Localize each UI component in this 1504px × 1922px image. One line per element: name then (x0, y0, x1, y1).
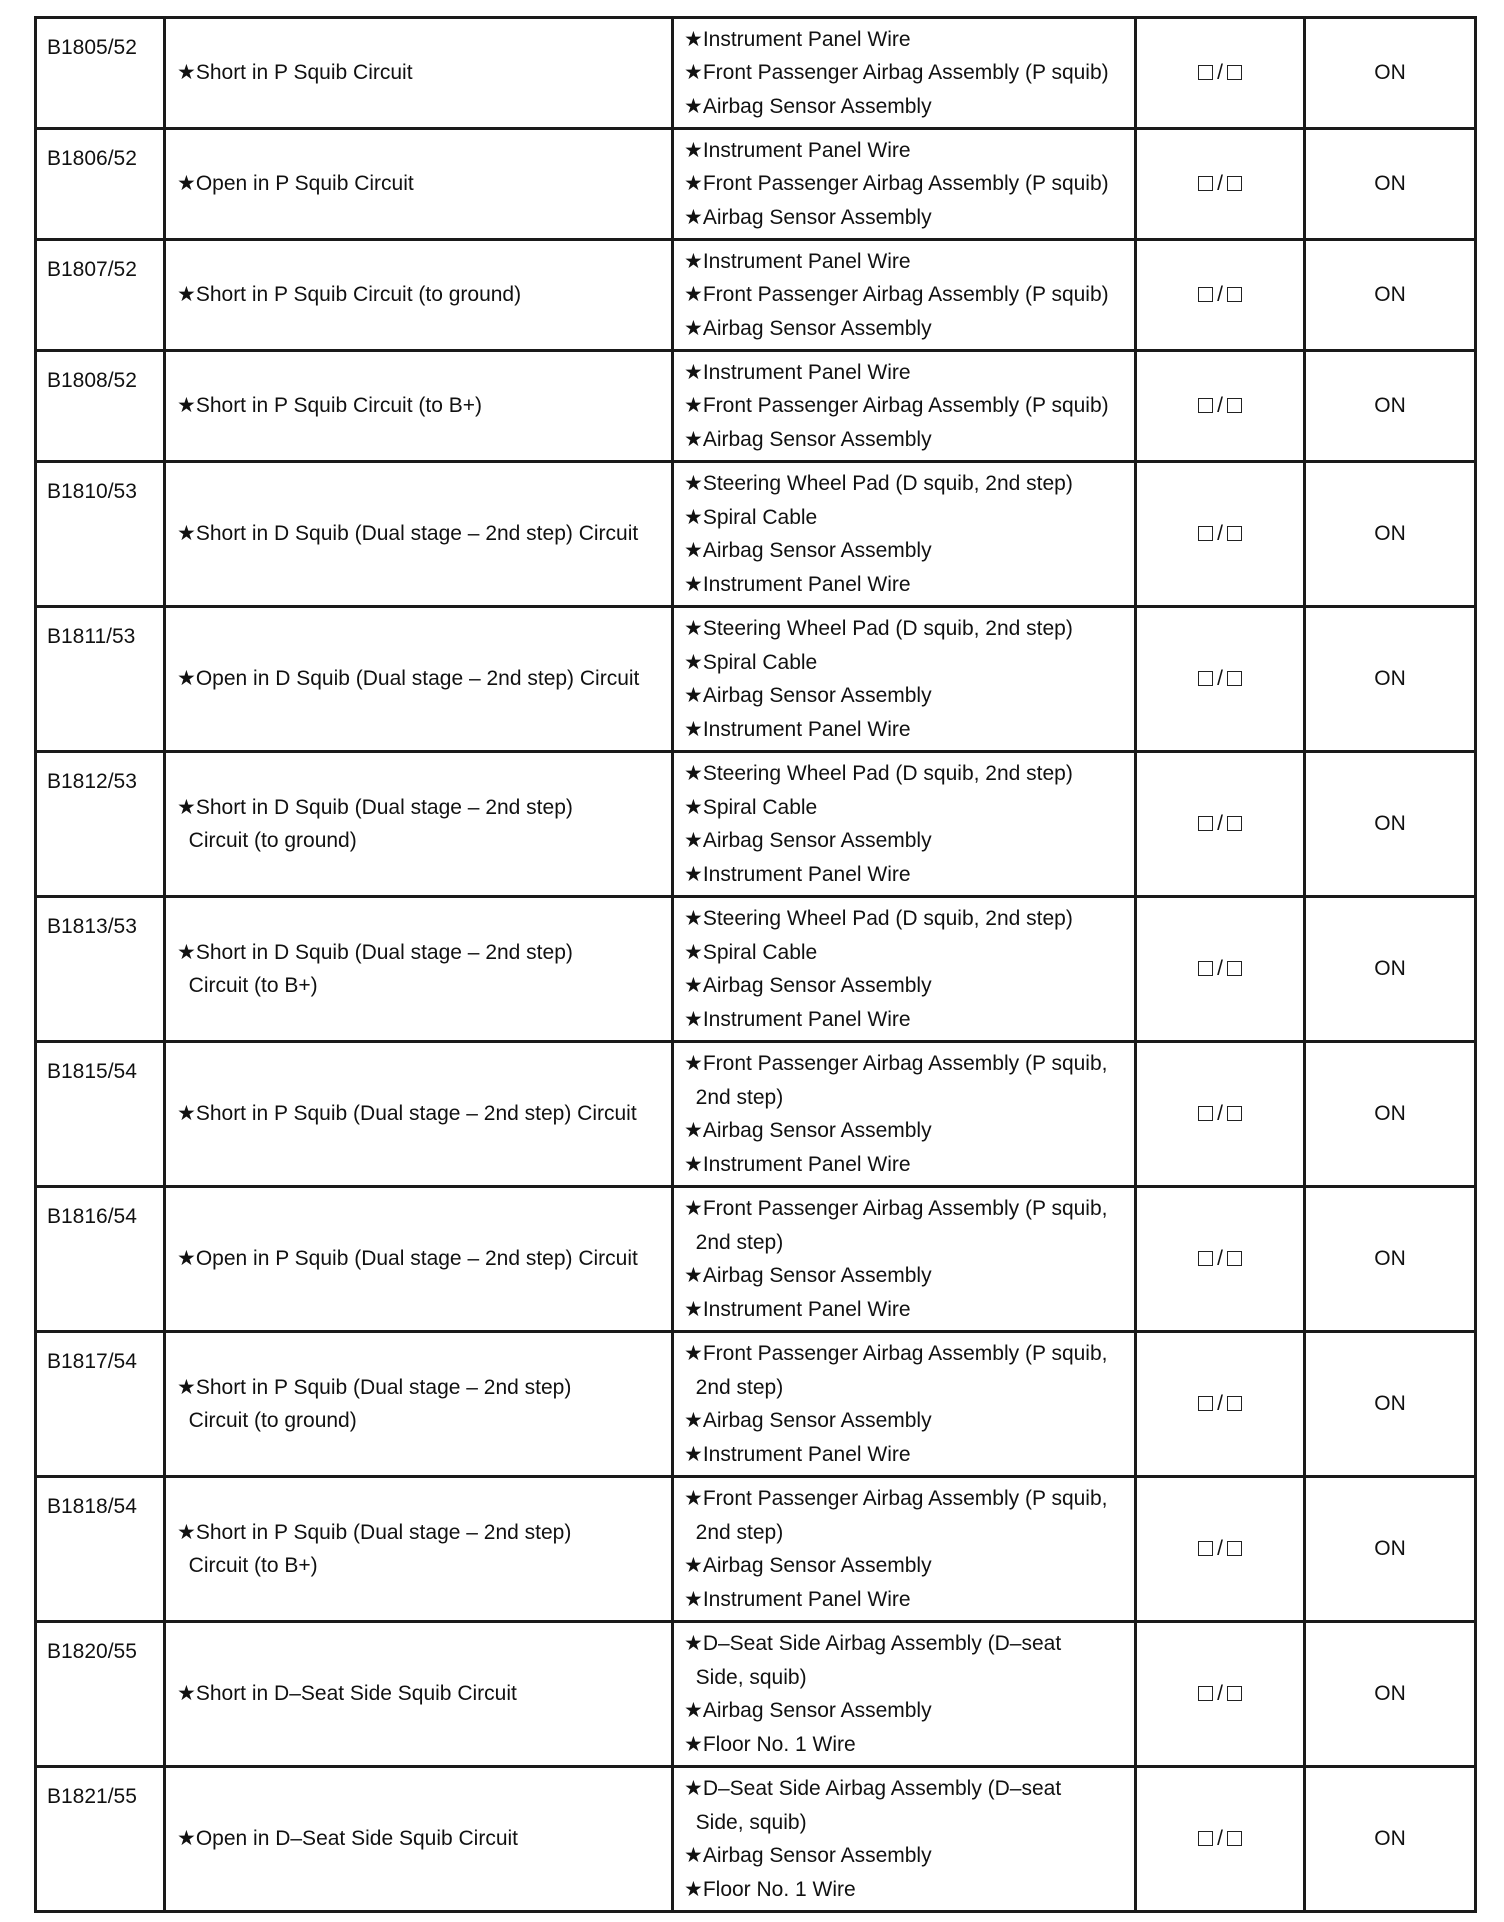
trouble-area-line: ★Front Passenger Airbag Assembly (P squib) (684, 283, 1109, 307)
checkbox-square-icon (1227, 176, 1242, 191)
warning-light-status: ON (1374, 1682, 1406, 1706)
memory-separator: / (1217, 394, 1223, 418)
checkbox-square-icon (1227, 287, 1242, 302)
checkbox-square-icon (1198, 398, 1213, 413)
memory-separator: / (1217, 1537, 1223, 1561)
trouble-area-line: Side, squib) (684, 1810, 807, 1834)
trouble-area-line: ★Airbag Sensor Assembly (684, 427, 932, 451)
detection-item-line: ★Short in P Squib (Dual stage – 2nd step) (177, 1375, 572, 1399)
dtc-code-cell (36, 1767, 165, 1912)
table-row (36, 1477, 1476, 1622)
trouble-area-cell (673, 1477, 1136, 1622)
trouble-area-line: ★Airbag Sensor Assembly (684, 974, 932, 997)
trouble-area-line: ★Airbag Sensor Assembly (684, 829, 932, 852)
table-row (36, 752, 1476, 897)
checkbox-square-icon (1227, 1686, 1242, 1701)
warning-light-cell (1305, 1332, 1476, 1477)
memory-separator: / (1217, 283, 1223, 307)
trouble-area-line: ★Steering Wheel Pad (D squib, 2nd step) (684, 907, 1073, 930)
detection-item-cell (165, 1477, 673, 1622)
dtc-code: B1815/54 (47, 1060, 137, 1083)
table-row (36, 18, 1476, 129)
trouble-area-line: ★Spiral Cable (684, 650, 818, 674)
trouble-area-cell (673, 1622, 1136, 1767)
trouble-area-line: ★Instrument Panel Wire (684, 138, 911, 162)
warning-light-status: ON (1374, 667, 1406, 691)
checkbox-square-icon (1227, 1396, 1242, 1411)
trouble-area-cell (673, 240, 1136, 351)
trouble-area-line: ★Steering Wheel Pad (D squib, 2nd step) (684, 617, 1073, 640)
dtc-code-cell (36, 897, 165, 1042)
detection-item-cell (165, 18, 673, 129)
dtc-code: B1812/53 (47, 770, 137, 793)
memory-cell (1136, 1042, 1305, 1187)
trouble-area-line: ★Instrument Panel Wire (684, 1007, 911, 1031)
warning-light-cell (1305, 1477, 1476, 1622)
warning-light-cell (1305, 129, 1476, 240)
dtc-code-cell (36, 1332, 165, 1477)
warning-light-cell (1305, 462, 1476, 607)
trouble-area-line: ★Instrument Panel Wire (684, 1587, 911, 1611)
trouble-area-line: ★Steering Wheel Pad (D squib, 2nd step) (684, 762, 1073, 785)
checkbox-square-icon (1198, 1396, 1213, 1411)
detection-item-cell (165, 1332, 673, 1477)
trouble-area-line: ★Airbag Sensor Assembly (684, 1554, 932, 1577)
dtc-code-cell (36, 129, 165, 240)
checkbox-square-icon (1227, 961, 1242, 976)
trouble-area-cell (673, 1332, 1136, 1477)
dtc-code: B1810/53 (47, 480, 137, 503)
checkbox-square-icon (1198, 1831, 1213, 1846)
trouble-area-line: ★Instrument Panel Wire (684, 27, 911, 51)
dtc-code: B1820/55 (47, 1640, 137, 1663)
checkbox-square-icon (1198, 526, 1213, 541)
warning-light-status: ON (1374, 1537, 1406, 1561)
dtc-code: B1805/52 (47, 36, 137, 59)
dtc-code: B1806/52 (47, 147, 137, 170)
warning-light-cell (1305, 607, 1476, 752)
detection-item-line: ★Open in D–Seat Side Squib Circuit (177, 1827, 519, 1851)
trouble-area-cell (673, 129, 1136, 240)
detection-item-cell (165, 1622, 673, 1767)
dtc-code-cell (36, 607, 165, 752)
trouble-area-cell (673, 1187, 1136, 1332)
detection-item-line: ★Short in D Squib (Dual stage – 2nd step) (177, 940, 573, 964)
checkbox-square-icon (1227, 1541, 1242, 1556)
trouble-area-line: 2nd step) (684, 1085, 784, 1109)
detection-item-line: Circuit (to ground) (177, 829, 357, 852)
memory-separator: / (1217, 667, 1223, 691)
checkbox-square-icon (1198, 671, 1213, 686)
memory-cell (1136, 129, 1305, 240)
dtc-table (34, 16, 1477, 1913)
dtc-code-cell (36, 18, 165, 129)
warning-light-status: ON (1374, 172, 1406, 196)
detection-item-line: ★Short in P Squib Circuit (to ground) (177, 283, 522, 307)
trouble-area-line: ★D–Seat Side Airbag Assembly (D–seat (684, 1632, 1062, 1655)
memory-cell (1136, 351, 1305, 462)
table-row (36, 1332, 1476, 1477)
table-row (36, 1042, 1476, 1187)
trouble-area-line: ★Airbag Sensor Assembly (684, 205, 932, 229)
warning-light-status: ON (1374, 1247, 1406, 1271)
warning-light-cell (1305, 1767, 1476, 1912)
dtc-code-cell (36, 1042, 165, 1187)
dtc-code: B1817/54 (47, 1350, 137, 1373)
table-row (36, 897, 1476, 1042)
trouble-area-line: ★Airbag Sensor Assembly (684, 316, 932, 340)
checkbox-square-icon (1198, 1541, 1213, 1556)
memory-cell (1136, 1767, 1305, 1912)
dtc-code-cell (36, 1187, 165, 1332)
table-row (36, 1187, 1476, 1332)
detection-item-line: ★Open in P Squib (Dual stage – 2nd step) Circuit (177, 1247, 638, 1271)
table-row (36, 1622, 1476, 1767)
detection-item-line: ★Short in D Squib (Dual stage – 2nd step) (177, 795, 573, 819)
warning-light-status: ON (1374, 1102, 1406, 1126)
memory-cell (1136, 18, 1305, 129)
dtc-code-cell (36, 752, 165, 897)
trouble-area-cell (673, 1042, 1136, 1187)
memory-separator: / (1217, 522, 1223, 546)
memory-cell (1136, 897, 1305, 1042)
detection-item-cell (165, 607, 673, 752)
checkbox-square-icon (1198, 1251, 1213, 1266)
memory-cell (1136, 752, 1305, 897)
warning-light-status: ON (1374, 1827, 1406, 1851)
checkbox-square-icon (1198, 1106, 1213, 1121)
memory-cell (1136, 462, 1305, 607)
trouble-area-line: ★D–Seat Side Airbag Assembly (D–seat (684, 1777, 1062, 1800)
table-row (36, 1767, 1476, 1912)
dtc-code-cell (36, 1622, 165, 1767)
trouble-area-line: ★Airbag Sensor Assembly (684, 1119, 932, 1142)
trouble-area-line: ★Spiral Cable (684, 505, 818, 529)
checkbox-square-icon (1227, 398, 1242, 413)
trouble-area-line: ★Airbag Sensor Assembly (684, 1264, 932, 1287)
detection-item-line: ★Open in P Squib Circuit (177, 172, 414, 196)
dtc-code-cell (36, 1477, 165, 1622)
detection-item-line: ★Open in D Squib (Dual stage – 2nd step) Circuit (177, 667, 640, 691)
detection-item-line: ★Short in P Squib (Dual stage – 2nd step) Circuit (177, 1102, 637, 1126)
memory-separator: / (1217, 1247, 1223, 1271)
detection-item-cell (165, 129, 673, 240)
detection-item-line: Circuit (to B+) (177, 974, 318, 997)
memory-separator: / (1217, 1102, 1223, 1126)
memory-cell (1136, 1477, 1305, 1622)
memory-separator: / (1217, 1392, 1223, 1416)
checkbox-square-icon (1227, 816, 1242, 831)
detection-item-cell (165, 1767, 673, 1912)
detection-item-cell (165, 1187, 673, 1332)
warning-light-cell (1305, 351, 1476, 462)
warning-light-status: ON (1374, 61, 1406, 85)
warning-light-status: ON (1374, 394, 1406, 418)
dtc-code: B1808/52 (47, 369, 137, 392)
trouble-area-line: ★Instrument Panel Wire (684, 717, 911, 741)
trouble-area-line: Side, squib) (684, 1665, 807, 1689)
trouble-area-line: ★Airbag Sensor Assembly (684, 1844, 932, 1867)
memory-cell (1136, 1622, 1305, 1767)
memory-cell (1136, 240, 1305, 351)
warning-light-cell (1305, 897, 1476, 1042)
checkbox-square-icon (1198, 816, 1213, 831)
trouble-area-line: 2nd step) (684, 1520, 784, 1544)
detection-item-cell (165, 1042, 673, 1187)
warning-light-cell (1305, 1187, 1476, 1332)
memory-separator: / (1217, 172, 1223, 196)
detection-item-cell (165, 462, 673, 607)
memory-separator: / (1217, 1682, 1223, 1706)
trouble-area-line: ★Instrument Panel Wire (684, 1152, 911, 1176)
trouble-area-line: ★Instrument Panel Wire (684, 1442, 911, 1466)
dtc-code-cell (36, 351, 165, 462)
warning-light-status: ON (1374, 812, 1406, 836)
dtc-table-body (36, 18, 1476, 1912)
trouble-area-line: ★Front Passenger Airbag Assembly (P squib, (684, 1487, 1108, 1510)
detection-item-line: Circuit (to B+) (177, 1554, 318, 1577)
dtc-code: B1821/55 (47, 1785, 137, 1808)
warning-light-cell (1305, 18, 1476, 129)
dtc-code: B1811/53 (47, 625, 136, 648)
warning-light-cell (1305, 1042, 1476, 1187)
trouble-area-line: ★Instrument Panel Wire (684, 862, 911, 886)
trouble-area-line: ★Spiral Cable (684, 940, 818, 964)
trouble-area-line: ★Instrument Panel Wire (684, 1297, 911, 1321)
trouble-area-line: ★Instrument Panel Wire (684, 360, 911, 384)
trouble-area-line: 2nd step) (684, 1375, 784, 1399)
dtc-code-cell (36, 240, 165, 351)
checkbox-square-icon (1198, 287, 1213, 302)
memory-separator: / (1217, 812, 1223, 836)
trouble-area-line: ★Airbag Sensor Assembly (684, 94, 932, 118)
detection-item-cell (165, 897, 673, 1042)
trouble-area-cell (673, 607, 1136, 752)
trouble-area-line: ★Instrument Panel Wire (684, 249, 911, 273)
checkbox-square-icon (1227, 1251, 1242, 1266)
trouble-area-line: 2nd step) (684, 1230, 784, 1254)
trouble-area-line: ★Airbag Sensor Assembly (684, 684, 932, 707)
trouble-area-line: ★Front Passenger Airbag Assembly (P squib, (684, 1342, 1108, 1365)
memory-cell (1136, 607, 1305, 752)
detection-item-cell (165, 351, 673, 462)
detection-item-cell (165, 752, 673, 897)
trouble-area-line: ★Front Passenger Airbag Assembly (P squib) (684, 172, 1109, 196)
dtc-code: B1818/54 (47, 1495, 137, 1518)
warning-light-status: ON (1374, 1392, 1406, 1416)
detection-item-line: ★Short in P Squib Circuit (177, 61, 413, 85)
table-row (36, 607, 1476, 752)
detection-item-line: ★Short in P Squib (Dual stage – 2nd step) (177, 1520, 572, 1544)
warning-light-status: ON (1374, 283, 1406, 307)
dtc-code-cell (36, 462, 165, 607)
trouble-area-cell (673, 351, 1136, 462)
detection-item-line: Circuit (to ground) (177, 1409, 357, 1432)
warning-light-cell (1305, 240, 1476, 351)
trouble-area-cell (673, 18, 1136, 129)
trouble-area-line: ★Floor No. 1 Wire (684, 1732, 856, 1756)
checkbox-square-icon (1227, 1106, 1242, 1121)
memory-separator: / (1217, 61, 1223, 85)
detection-item-line: ★Short in P Squib Circuit (to B+) (177, 394, 482, 418)
checkbox-square-icon (1227, 65, 1242, 80)
trouble-area-line: ★Airbag Sensor Assembly (684, 1409, 932, 1432)
checkbox-square-icon (1198, 1686, 1213, 1701)
trouble-area-line: ★Spiral Cable (684, 795, 818, 819)
dtc-code: B1813/53 (47, 915, 137, 938)
detection-item-line: ★Short in D Squib (Dual stage – 2nd step) Circuit (177, 522, 639, 546)
trouble-area-line: ★Airbag Sensor Assembly (684, 1699, 932, 1722)
checkbox-square-icon (1198, 65, 1213, 80)
detection-item-cell (165, 240, 673, 351)
warning-light-cell (1305, 1622, 1476, 1767)
trouble-area-cell (673, 462, 1136, 607)
checkbox-square-icon (1198, 176, 1213, 191)
detection-item-line: ★Short in D–Seat Side Squib Circuit (177, 1682, 517, 1706)
warning-light-status: ON (1374, 522, 1406, 546)
trouble-area-cell (673, 752, 1136, 897)
table-row (36, 462, 1476, 607)
trouble-area-cell (673, 897, 1136, 1042)
checkbox-square-icon (1227, 1831, 1242, 1846)
trouble-area-cell (673, 1767, 1136, 1912)
memory-cell (1136, 1332, 1305, 1477)
checkbox-square-icon (1227, 671, 1242, 686)
checkbox-square-icon (1198, 961, 1213, 976)
memory-cell (1136, 1187, 1305, 1332)
trouble-area-line: ★Steering Wheel Pad (D squib, 2nd step) (684, 472, 1073, 495)
trouble-area-line: ★Front Passenger Airbag Assembly (P squib, (684, 1197, 1108, 1220)
trouble-area-line: ★Front Passenger Airbag Assembly (P squib) (684, 61, 1109, 85)
warning-light-cell (1305, 752, 1476, 897)
checkbox-square-icon (1227, 526, 1242, 541)
trouble-area-line: ★Front Passenger Airbag Assembly (P squib, (684, 1052, 1108, 1075)
memory-separator: / (1217, 1827, 1223, 1851)
table-row (36, 129, 1476, 240)
table-row (36, 351, 1476, 462)
memory-separator: / (1217, 957, 1223, 981)
trouble-area-line: ★Instrument Panel Wire (684, 572, 911, 596)
warning-light-status: ON (1374, 957, 1406, 981)
trouble-area-line: ★Airbag Sensor Assembly (684, 539, 932, 562)
table-row (36, 240, 1476, 351)
dtc-code: B1816/54 (47, 1205, 137, 1228)
dtc-code: B1807/52 (47, 258, 137, 281)
trouble-area-line: ★Floor No. 1 Wire (684, 1877, 856, 1901)
trouble-area-line: ★Front Passenger Airbag Assembly (P squib) (684, 394, 1109, 418)
